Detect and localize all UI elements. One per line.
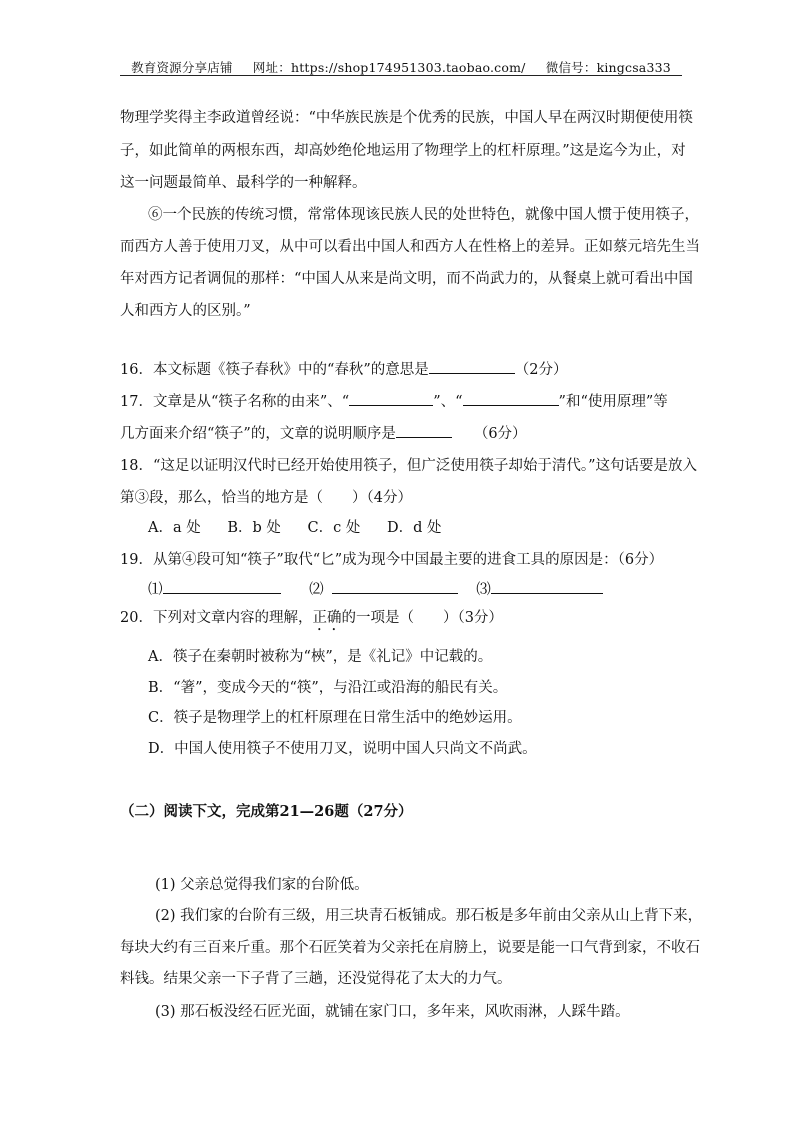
option-d[interactable]: D．d 处 (386, 520, 442, 536)
blank-label-2: ⑵ (309, 582, 324, 598)
question-17-text: ”、“ (433, 394, 463, 410)
header-url: 网址：https://shop174951303.taobao.com/ (252, 60, 526, 75)
question-17-text: 17．文章是从“筷子名称的由来”、“ (120, 394, 350, 410)
question-20-text: 的一项是（ ）（3分） (341, 610, 503, 626)
question-16 (120, 358, 568, 379)
question-17 (120, 390, 668, 411)
question-16-text: 16．本文标题《筷子春秋》中的“春秋”的意思是 (120, 362, 429, 378)
passage2-line: (3) 那石板没经石匠光面，就铺在家门口，多年来，风吹雨淋，人踩牛踏。 (155, 1004, 630, 1020)
passage2-line: (1) 父亲总觉得我们家的台阶低。 (155, 877, 369, 893)
page-header (120, 58, 682, 76)
passage2-line: (2) 我们家的台阶有三级，用三块青石板铺成。那石板是多年前由父亲从山上背下来， (155, 908, 703, 924)
option-c[interactable]: C．c 处 (307, 520, 361, 536)
passage2-line: 料钱。结果父亲一下子背了三趟，还没觉得花了太大的力气。 (120, 971, 512, 987)
answer-blank[interactable] (349, 391, 433, 406)
question-19-blanks (148, 578, 603, 599)
question-18-line1: 18．“这足以证明汉代时已经开始使用筷子，但广泛使用筷子却始于清代。”这句话要是放入 (120, 458, 698, 474)
question-20-text: 20．下列对文章内容的理解， (120, 610, 313, 626)
answer-blank[interactable] (163, 579, 281, 594)
answer-blank[interactable] (396, 423, 452, 438)
question-18-options (148, 516, 463, 537)
option-c[interactable]: C．筷子是物理学上的杠杆原理在日常生活中的绝妙运用。 (148, 710, 522, 726)
question-17-line2 (120, 422, 527, 443)
option-d[interactable]: D．中国人使用筷子不使用刀叉，说明中国人只尚文不尚武。 (148, 741, 537, 757)
question-16-score: （2分） (514, 362, 568, 378)
option-a[interactable]: A．a 处 (148, 520, 201, 536)
blank-label-1: ⑴ (148, 582, 163, 598)
question-18-line2: 第③段，那么，恰当的地方是（ ）（4分） (120, 490, 412, 506)
header-divider (120, 75, 682, 76)
question-17-score: （6分） (473, 426, 527, 442)
passage2-line: 每块大约有三百来斤重。那个石匠笑着为父亲托在肩膀上，说要是能一口气背到家，不收石 (120, 940, 700, 956)
section-title: （二）阅读下文，完成第21—26题（27分） (120, 803, 413, 820)
answer-blank[interactable] (491, 579, 603, 594)
passage-line: 年对西方记者调侃的那样：“中国人从来是尚文明，而不尚武力的，从餐桌上就可看出中国 (120, 271, 693, 287)
option-a[interactable]: A．筷子在秦朝时被称为“梜”，是《礼记》中记载的。 (148, 649, 493, 665)
passage-line: 这一问题最简单、最科学的一种解释。 (120, 175, 367, 191)
passage-line: ⑥一个民族的传统习惯，常常体现该民族人民的处世特色，就像中国人惯于使用筷子， (148, 207, 699, 223)
question-20-emphasis: 正确 (312, 610, 342, 626)
passage-line: 物理学奖得主李政道曾经说：“中华族民族是个优秀的民族，中国人早在两汉时期便使用筷 (120, 110, 693, 126)
passage-line: 而西方人善于使用刀叉，从中可以看出中国人和西方人在性格上的差异。正如蔡元培先生当 (120, 239, 700, 255)
blank-label-3: ⑶ (476, 582, 491, 598)
answer-blank[interactable] (429, 359, 515, 374)
header-shop-name: 教育资源分享店铺 (131, 60, 233, 75)
header-wechat: 微信号：kingcsa333 (545, 60, 671, 75)
answer-blank[interactable] (463, 391, 559, 406)
option-b[interactable]: B．b 处 (227, 520, 281, 536)
answer-blank[interactable] (332, 579, 458, 594)
question-19-text: 19．从第④段可知“筷子”取代“匕”成为现今中国最主要的进食工具的原因是：（6分） (120, 552, 664, 568)
question-17-text: 几方面来介绍“筷子”的，文章的说明顺序是 (120, 426, 396, 442)
passage-line: 人和西方人的区别。” (120, 303, 251, 319)
option-b[interactable]: B．“箸”，变成今天的“筷”，与沿江或沿海的船民有关。 (148, 680, 508, 696)
passage-line: 子，如此简单的两根东西，却高妙绝伦地运用了物理学上的杠杆原理。”这是迄今为止，对 (120, 143, 686, 159)
question-17-text: ”和“使用原理”等 (558, 394, 668, 410)
question-20-stem (120, 606, 503, 634)
